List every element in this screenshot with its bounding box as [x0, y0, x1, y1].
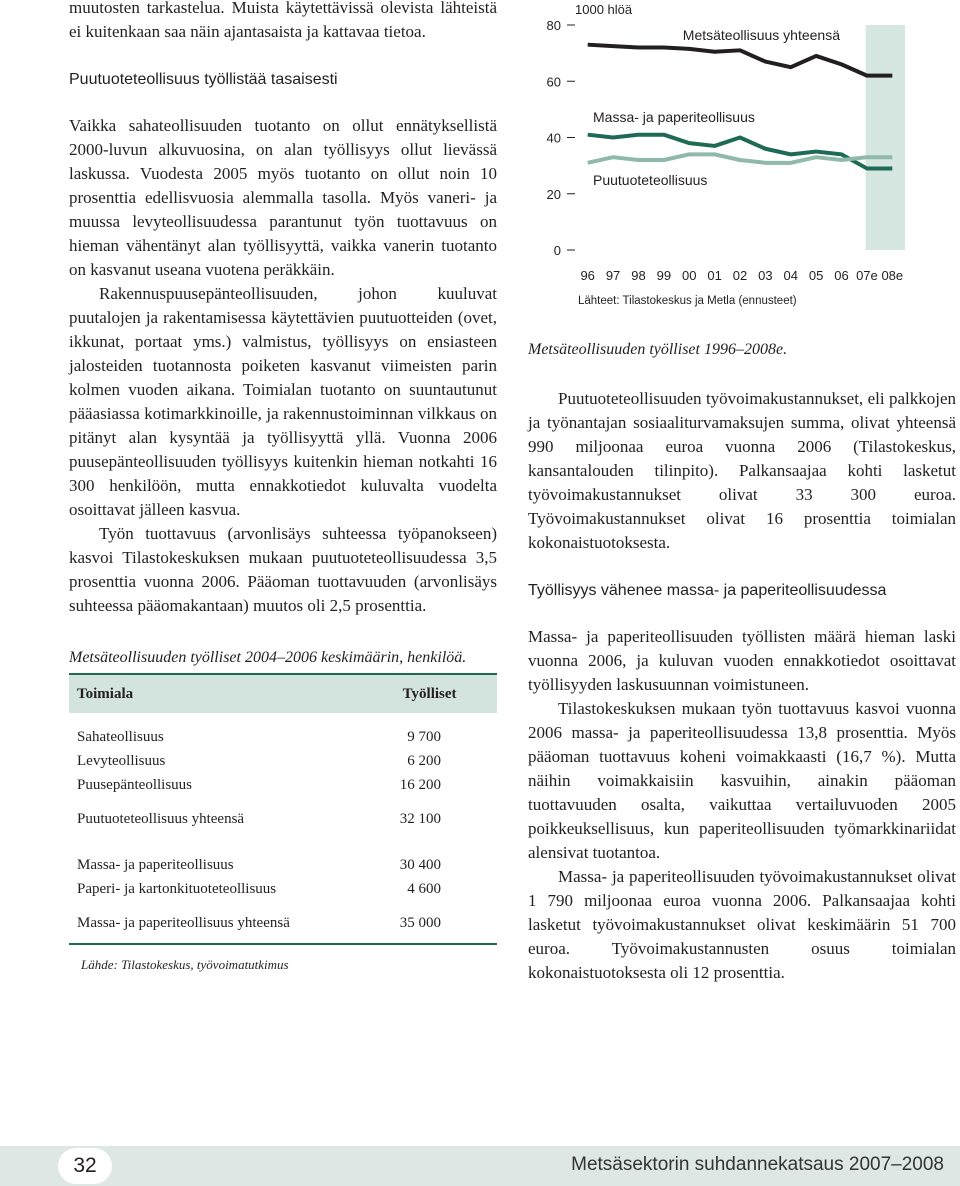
body-paragraph: Massa- ja paperiteollisuuden työvoimakustannukset olivat 1 790 miljoonaa euroa vuonna 2006. Palkansaajaa kohti lasketut työvoimakustannukset olivat keskimäärin 51 700 euroa. Työvoimakustannusten osuus toimialan kokonaistuotoksesta oli 12 prosenttia.: [528, 867, 956, 982]
table-cell-employed: 6 200: [407, 753, 441, 769]
table-cell-industry: Puusepänteollisuus: [77, 777, 192, 793]
table-cell-industry: Puutuoteteollisuus yhteensä: [77, 811, 245, 827]
section-heading: Työllisyys vähenee massa- ja paperiteollisuudessa: [528, 582, 887, 599]
employment-line-chart: [520, 0, 940, 320]
table-row: [69, 749, 497, 773]
x-tick-label: 04: [783, 268, 799, 283]
x-tick-label: 97: [605, 268, 621, 283]
section-heading: Puutuoteteollisuus työllistää tasaisesti: [69, 71, 338, 88]
x-tick-label: 99: [656, 268, 672, 283]
body-paragraph: muutosten tarkastelua. Muista käytettävissä olevista lähteistä ei kuitenkaan saa näin ajantasaista ja kattavaa tietoa.: [69, 0, 497, 41]
body-paragraph: Massa- ja paperiteollisuuden työllisten määrä hieman laski vuonna 2006, ja kuluvan vuoden ennakkotiedot osoittavat työllisyyden laskusuunnan voimistuneen.: [528, 627, 956, 694]
table-row: [69, 831, 497, 877]
x-tick-label: 02: [732, 268, 748, 283]
y-tick-label: 0: [553, 243, 561, 258]
series-label: Metsäteollisuus yhteensä: [682, 27, 840, 43]
table-row: [69, 797, 497, 831]
y-tick-label: 40: [546, 130, 561, 146]
table-cell-industry: Massa- ja paperiteollisuus yhteensä: [69, 901, 362, 944]
table-header-employed: Työlliset: [362, 674, 497, 713]
x-tick-label: 05: [808, 268, 824, 283]
y-axis-label: 1000 hlöä: [575, 2, 633, 17]
x-tick-label: 98: [631, 268, 646, 283]
table-cell-employed: 32 100: [399, 811, 441, 827]
body-paragraph: Työn tuottavuus (arvonlisäys suhteessa työpanokseen) kasvoi Tilastokeskuksen mukaan puutuoteteollisuudessa 3,5 prosenttia vuonna 2006. Pääoman tuottavuuden (arvonlisäys suhteessa pääomakantaan) muutos oli 2,5 prosenttia.: [69, 524, 497, 615]
table-row: [69, 901, 497, 944]
y-tick-label: 80: [546, 18, 561, 33]
page-number: 32: [58, 1148, 112, 1184]
body-paragraph: Vaikka sahateollisuuden tuotanto on ollut ennätyksellistä 2000-luvun alkuvuosina, on alan työllisyys ollut lievässä laskussa. Vuodesta 2005 myös tuotanto on ollut noin 10 prosenttia edellisvuosia alemmalla tasolla. Myös vaneri- ja muussa levyteollisuudessa parantunut työn tuottavuus on hieman vähentänyt alan työllisyyttä, vaikka vanerin tuotanto on kasvanut useana vuotena peräkkäin.: [69, 116, 497, 279]
table-row: [69, 773, 497, 797]
body-paragraph: Puutuoteteollisuuden työvoimakustannukset, eli palkkojen ja työnantajan sosiaaliturvamaksujen summa, olivat yhteensä 990 miljoonaa euroa vuonna 2006 (Tilastokeskus, kansantalouden tilinpito). Palkansaajaa kohti lasketut työvoimakustannukset olivat 33 300 euroa. Työvoimakustannukset olivat 16 prosenttia toimialan kokonaistuotoksesta.: [528, 389, 956, 552]
chart-caption: Metsäteollisuuden työlliset 1996–2008e.: [528, 341, 788, 358]
employment-table: [69, 673, 497, 945]
table-row: [69, 877, 497, 901]
table-header-row: [69, 674, 497, 713]
table-cell-industry: Levyteollisuus: [77, 753, 166, 769]
x-tick-label: 96: [580, 268, 595, 283]
y-tick-label: 60: [546, 74, 561, 90]
table-cell-industry: Massa- ja paperiteollisuus: [77, 857, 234, 873]
body-paragraph: Tilastokeskuksen mukaan työn tuottavuus kasvoi vuonna 2006 massa- ja paperiteollisuudessa 13,8 prosenttia. Myös pääoman tuottavuus koheni voimakkaasti (16,7 %). Mutta näihin voimakkaisiin kasvuihin, ainakin pääoman tuottavuuden osalta, vaikuttaa vertailuvuoden 2005 poikkeuksellisuus, kun paperiteollisuuden työmarkkinariidat alensivat tuotantoa.: [528, 699, 956, 862]
table-cell-industry: Sahateollisuus: [77, 729, 164, 745]
table-caption: Metsäteollisuuden työlliset 2004–2006 keskimäärin, henkilöä.: [69, 649, 467, 666]
y-tick-label: 20: [546, 186, 561, 202]
table-cell-employed: 30 400: [399, 857, 441, 873]
table-cell-employed: 16 200: [399, 777, 441, 793]
table-cell-employed: 4 600: [407, 881, 441, 897]
right-column: [528, 340, 956, 985]
forecast-band: [866, 25, 905, 250]
table-cell-employed: 35 000: [362, 901, 497, 944]
page-footer: [0, 1146, 960, 1186]
x-tick-label: 08e: [881, 268, 904, 283]
table-cell-industry: Paperi- ja kartonkituoteteollisuus: [77, 881, 277, 897]
table-header-industry: Toimiala: [69, 674, 362, 713]
x-tick-label: 00: [681, 268, 697, 283]
table-source: Lähde: Tilastokeskus, työvoimatutkimus: [81, 957, 289, 972]
x-tick-label: 06: [834, 268, 849, 283]
chart-source: Lähteet: Tilastokeskus ja Metla (ennusteet): [578, 295, 797, 307]
left-column: [69, 0, 497, 977]
x-tick-label: 07e: [856, 268, 878, 283]
series-line: [588, 135, 893, 169]
x-tick-label: 01: [707, 268, 722, 283]
table-row: [69, 713, 497, 749]
x-tick-label: 03: [758, 268, 773, 283]
table-cell-employed: 9 700: [407, 729, 441, 745]
series-line: [588, 45, 893, 76]
publication-title: Metsäsektorin suhdannekatsaus 2007–2008: [571, 1154, 944, 1175]
series-label: Puutuoteteollisuus: [593, 172, 708, 188]
body-paragraph: Rakennuspuusepänteollisuuden, johon kuuluvat puutalojen ja rakentamisessa käytettävien puutuotteiden (ovet, ikkunat, portaat yms.) valmistus, työllisyys on ensiasteen jalosteiden tuotannosta poiketen kasvanut viimeisten parin kolmen vuoden aikana. Toimialan tuotanto on suuntautunut pääasiassa kotimarkkinoille, ja rakennustoiminnan vilkkaus on pitänyt alan kysyntää ja työllisyyttä yllä. Vuonna 2006 puusepänteollisuuden työllisyys kuitenkin hieman notkahti 16 300 henkilöön, mutta ennakkotiedot kuluvalta vuodelta osoittavat jälleen kasvua.: [69, 284, 497, 519]
series-label: Massa- ja paperiteollisuus: [593, 109, 755, 125]
